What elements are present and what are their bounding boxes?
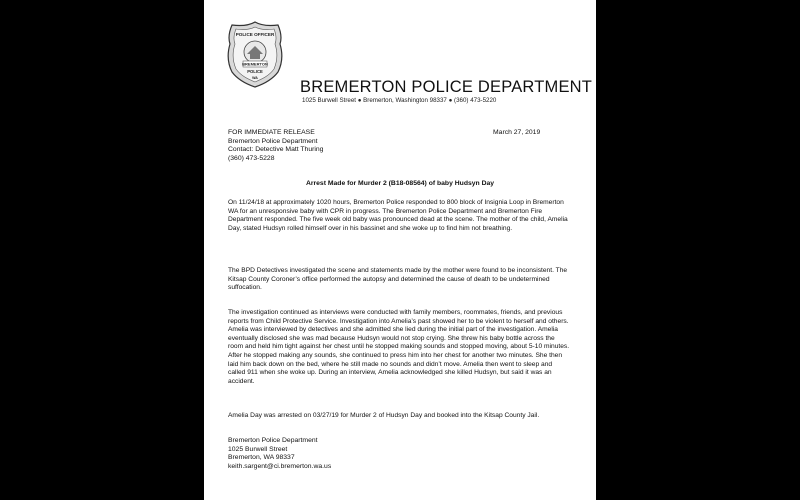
paragraph-interviews: The investigation continued as interviews were conducted with family members, roommates, friends, and previous reports from Child Protective Service. Investigation into Amelia’s past showed her to be violent to herself and others. Amelia was interviewed by detectives and she admitted she lied during the initial part of the investigation. Amelia eventually disclosed she was mad because Hudsyn would not stop crying. She threw his baby bottle across the room and held him tight against her chest until he stopped making sounds and stopped moving, about 5-10 minutes. After he stopped making any sounds, she continued to press him into her chest for another two minutes. She then laid him back down on the bed, where he still made no sounds and didn’t move. Amelia then went to sleep and called 911 when she woke up. During an interview, Amelia acknowledged she killed Hudsyn, but said it was an accident. bbox=[228, 309, 570, 385]
police-badge-logo bbox=[226, 20, 284, 88]
headline: Arrest Made for Murder 2 (B18-08564) of baby Hudsyn Day bbox=[305, 180, 495, 187]
badge-city-text: BREMERTON bbox=[242, 61, 268, 67]
release-phone: (360) 473-5228 bbox=[228, 154, 275, 162]
badge-bottom-text: POLICE bbox=[247, 69, 263, 74]
release-org: Bremerton Police Department bbox=[228, 137, 318, 145]
footer-street: 1025 Burwell Street bbox=[228, 445, 288, 453]
release-info bbox=[228, 129, 323, 163]
department-title: BREMERTON POLICE DEPARTMENT bbox=[300, 78, 593, 96]
release-label: FOR IMMEDIATE RELEASE bbox=[228, 129, 315, 136]
press-release-page bbox=[204, 0, 596, 500]
release-contact: Contact: Detective Matt Thuring bbox=[228, 146, 324, 154]
footer-contact bbox=[228, 437, 331, 471]
paragraph-arrest: Amelia Day was arrested on 03/27/19 for Murder 2 of Hudsyn Day and booked into the Kitsap County Jail. bbox=[228, 412, 540, 419]
footer-city: Bremerton, WA 98337 bbox=[228, 454, 295, 462]
paragraph-incident: On 11/24/18 at approximately 1020 hours, Bremerton Police responded to 800 block of Insignia Loop in Bremerton WA for an unresponsive baby with CPR in progress. The Bremerton Police Department and Bremerton Fire Department responded. The five week old baby was pronounced dead at the scene. The mother of the child, Amelia Day, stated Hudsyn rolled himself over in his bassinet and she woke up to find him not breathing. bbox=[228, 199, 568, 232]
footer-email: keith.sargent@ci.bremerton.wa.us bbox=[228, 462, 332, 470]
badge-top-text: POLICE OFFICER bbox=[235, 32, 275, 37]
release-date: March 27, 2019 bbox=[493, 129, 541, 136]
footer-org: Bremerton Police Department bbox=[228, 437, 318, 444]
department-address: 1025 Burwell Street ● Bremerton, Washington 98337 ● (360) 473-5220 bbox=[302, 97, 497, 104]
paragraph-investigation: The BPD Detectives investigated the scene and statements made by the mother were found to be inconsistent. The Kitsap County Coroner’s office performed the autopsy and determined the cause of death to be undetermined suffocation. bbox=[228, 267, 568, 292]
badge-state-text: WA bbox=[252, 76, 258, 80]
